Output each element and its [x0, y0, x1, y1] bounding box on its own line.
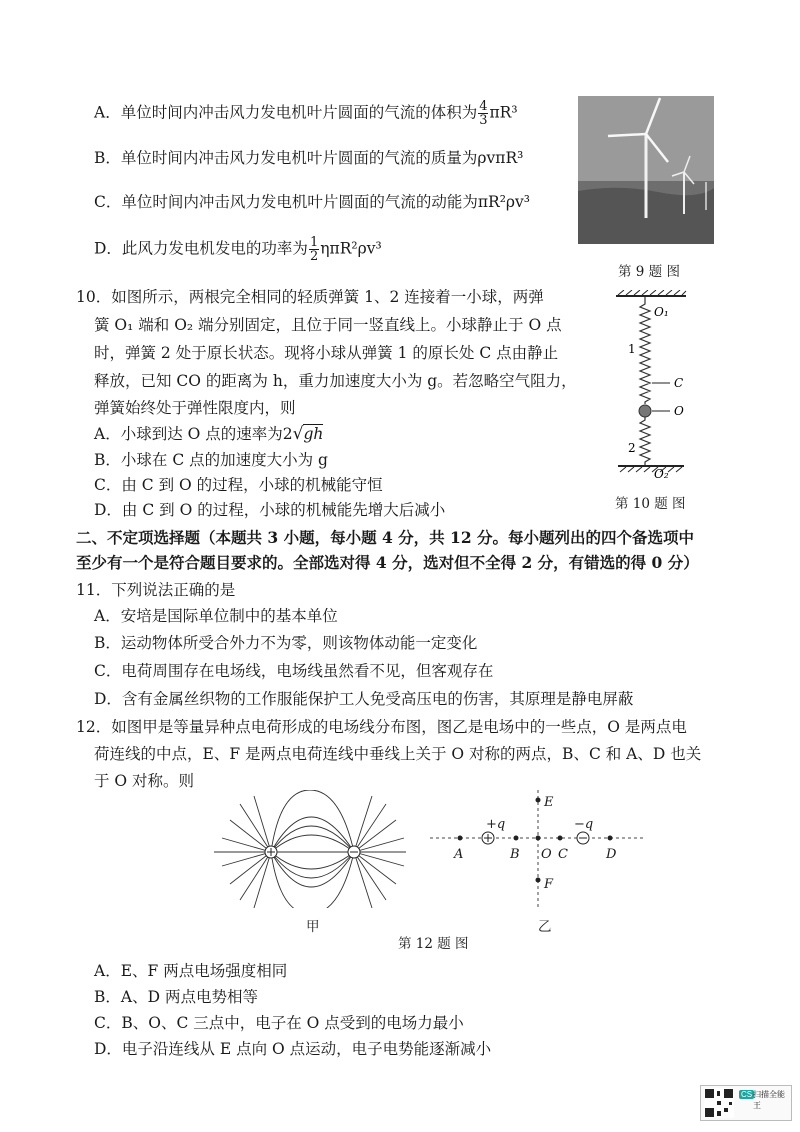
field-lines-figure: [210, 790, 410, 908]
label-c: C: [674, 376, 684, 390]
q10-option-a: [94, 423, 323, 445]
q12-option-b: B．A、D 两点电势相等: [94, 988, 258, 1006]
q11-option-a: A．安培是国际单位制中的基本单位: [94, 607, 338, 625]
q9-option-b: B．单位时间内冲击风力发电机叶片圆面的气流的质量为ρvπR³: [94, 149, 524, 167]
q12-option-c: C．B、O、C 三点中，电子在 O 点受到的电场力最小: [94, 1014, 464, 1032]
fraction-numerator: 1: [309, 235, 319, 250]
label-b: B: [510, 847, 520, 862]
q11-option-c: C．电荷周围存在电场线，电场线虽然看不见，但客观存在: [94, 662, 494, 680]
q12-figure-caption: 第 12 题 图: [398, 936, 469, 952]
fraction-denominator: 3: [479, 113, 488, 128]
figure-yi-label: 乙: [538, 919, 552, 935]
section-2-header: 至少有一个是符合题目要求的。全部选对得 4 分，选对但不全得 2 分，有错选的得 0 分）: [76, 553, 699, 572]
scanner-watermark: [700, 1085, 792, 1121]
label-a: A: [454, 847, 464, 862]
spring-2: [640, 417, 650, 466]
q12-option-a: A．E、F 两点电场强度相同: [94, 962, 288, 980]
q10-stem-line: 释放，已知 CO 的距离为 h，重力加速度大小为 g。若忽略空气阻力，: [94, 372, 577, 390]
q12-stem-line: 荷连线的中点，E、F 是两点电荷连线中垂线上关于 O 对称的两点，B、C 和 A、D 也关: [94, 745, 702, 763]
q9-option-d-fraction: [309, 236, 319, 263]
q9-option-d: [94, 236, 382, 263]
qr-code-icon: [704, 1088, 734, 1118]
spring-1: [640, 297, 650, 404]
q10-figure-caption: 第 10 题 图: [615, 496, 686, 512]
scanner-badge: CS: [741, 1090, 753, 1099]
point-a: [458, 836, 463, 841]
label-c: C: [558, 847, 568, 862]
q12-option-d: D．电子沿连线从 E 点向 O 点运动，电子电势能逐渐减小: [94, 1040, 492, 1058]
q10-stem-line: 簧 O₁ 端和 O₂ 端分别固定，且位于同一竖直线上。小球静止于 O 点: [94, 316, 562, 334]
wind-turbine-photo: [578, 96, 714, 244]
label-o1: O₁: [654, 305, 669, 319]
label-d: D: [606, 847, 617, 862]
label-minus-q: −q: [574, 817, 594, 832]
q9-option-a-tail: πR³: [489, 103, 518, 122]
point-f: [536, 878, 541, 883]
q10-option-b: B．小球在 C 点的加速度大小为 g: [94, 451, 328, 469]
q9-option-a-fraction: [478, 100, 488, 127]
label-spring-2: 2: [628, 441, 636, 455]
q9-figure-caption: 第 9 题 图: [618, 264, 680, 280]
q10-option-c: C．由 C 到 O 的过程，小球的机械能守恒: [94, 476, 383, 494]
point-e: [536, 798, 541, 803]
q9-option-d-tail: ηπR²ρv³: [320, 239, 382, 258]
q12-stem-line: 于 O 对称。则: [94, 772, 195, 790]
ball: [639, 405, 651, 417]
label-o: O: [541, 847, 552, 862]
label-spring-1: 1: [628, 342, 636, 356]
q12-stem-line: 12．如图甲是等量异种点电荷形成的电场线分布图，图乙是电场中的一些点，O 是两点电: [76, 718, 687, 736]
q9-option-d-text: D．此风力发电机发电的功率为: [94, 239, 308, 258]
point-d: [608, 836, 613, 841]
point-b: [514, 836, 519, 841]
q11-stem: 11．下列说法正确的是: [76, 581, 236, 599]
fraction-numerator: 4: [479, 99, 488, 114]
fraction-denominator: 2: [309, 249, 319, 264]
point-c: [558, 836, 563, 841]
label-f: F: [544, 877, 554, 892]
top-hatch: [618, 290, 686, 295]
bottom-hatch: [620, 467, 682, 472]
q9-option-a-text: A．单位时间内冲击风力发电机叶片圆面的气流的体积为: [94, 103, 478, 122]
q10-stem-line: 时，弹簧 2 处于原长状态。现将小球从弹簧 1 的原长处 C 点由静止: [94, 344, 559, 362]
q9-option-a: [94, 100, 518, 127]
label-e: E: [544, 795, 554, 810]
section-2-header: 二、不定项选择题（本题共 3 小题，每小题 4 分，共 12 分。每小题列出的四个备选项中: [76, 528, 695, 547]
label-plus-q: +q: [486, 817, 506, 832]
q10-option-a-text: A．小球到达 O 点的速率为2: [94, 425, 293, 443]
q11-option-d: D．含有金属丝织物的工作服能保护工人免受高压电的伤害，其原理是静电屏蔽: [94, 690, 634, 708]
q11-option-b: B．运动物体所受合外力不为零，则该物体动能一定变化: [94, 634, 478, 652]
points-figure: [430, 790, 650, 908]
q10-option-a-radicand: gh: [303, 425, 324, 443]
q10-stem-line: 弹簧始终处于弹性限度内，则: [94, 399, 296, 417]
q9-option-c: C．单位时间内冲击风力发电机叶片圆面的气流的动能为πR²ρv³: [94, 193, 531, 211]
label-o: O: [674, 404, 684, 418]
label-o2: O₂: [654, 467, 669, 481]
figure-jia-label: 甲: [306, 919, 320, 935]
sqrt-icon: √: [292, 424, 304, 444]
scanner-name: 扫描全能王: [753, 1090, 785, 1110]
q10-option-d: D．由 C 到 O 的过程，小球的机械能先增大后减小: [94, 501, 446, 519]
q10-stem-line: 10．如图所示，两根完全相同的轻质弹簧 1、2 连接着一小球，两弹: [76, 288, 544, 306]
spring-figure: [600, 290, 710, 490]
point-o: [536, 836, 541, 841]
